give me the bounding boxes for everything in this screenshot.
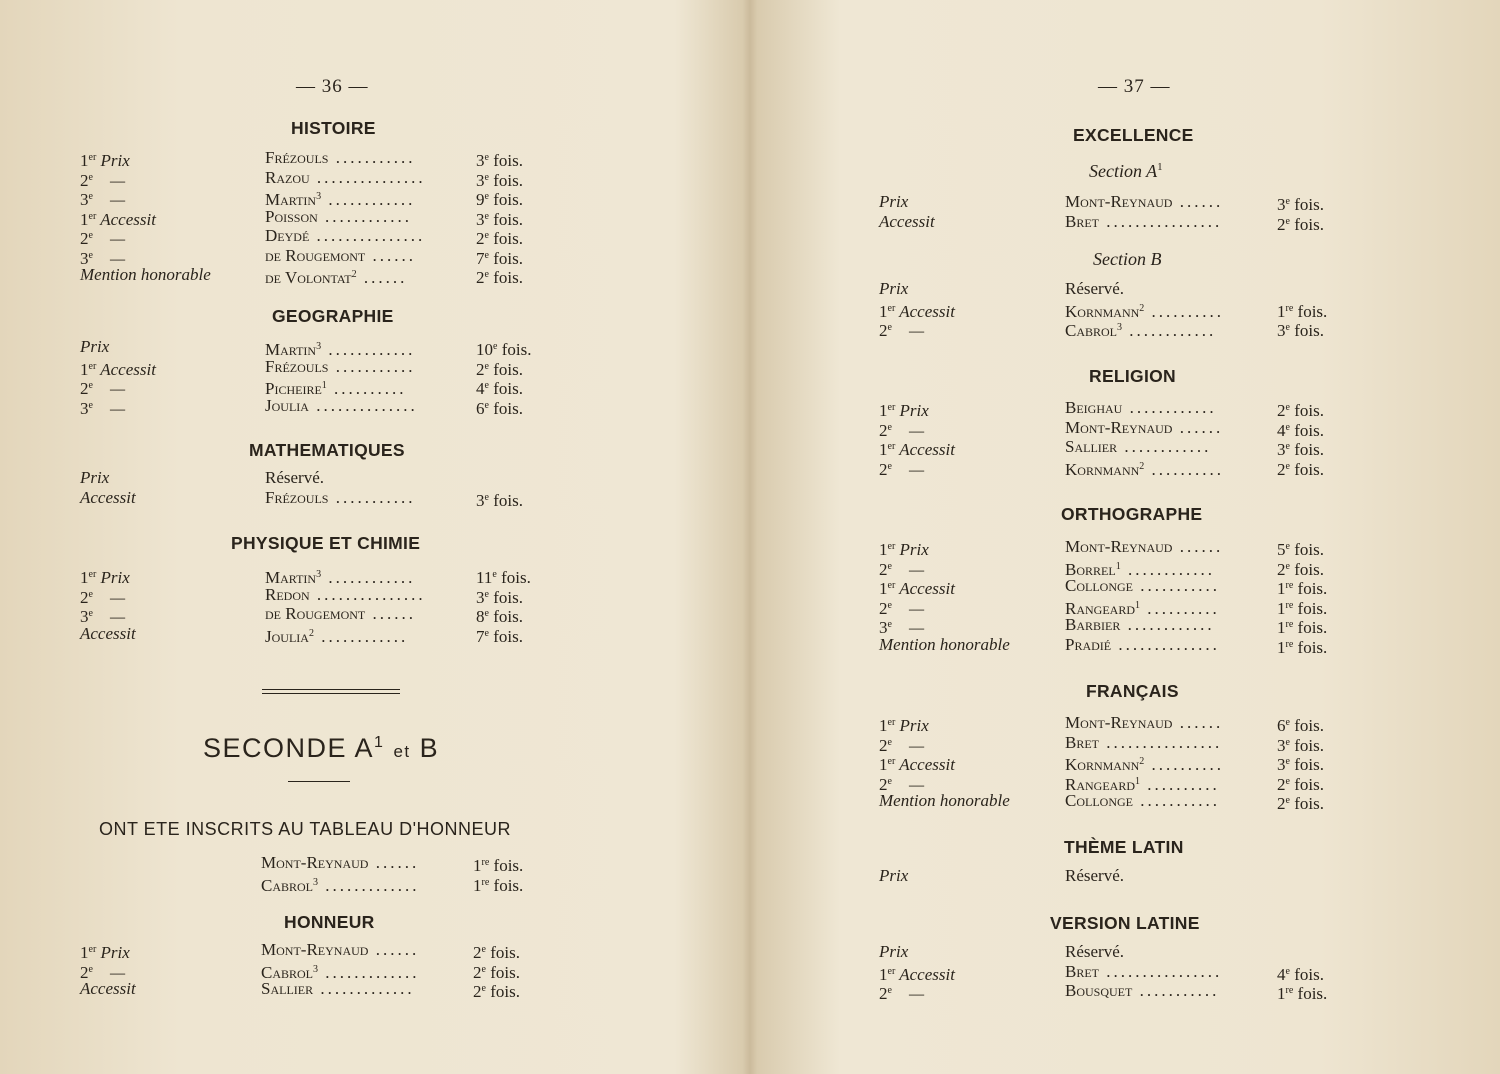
times-count: 4e fois.	[476, 379, 523, 398]
section-title: EXCELLENCE	[1073, 125, 1194, 145]
rank-label: 1er Prix	[80, 568, 130, 587]
subsection-title: Section B	[1093, 249, 1162, 269]
times-count: 1re fois.	[473, 856, 524, 875]
student-name: Rangeard$^1$ ..........	[1065, 598, 1220, 618]
times-count: 4e fois.	[1277, 964, 1324, 984]
entry-row	[879, 791, 1357, 811]
student-name: Kornmann$^2$ ..........	[1065, 459, 1225, 479]
times-count: 2e fois.	[1277, 459, 1324, 479]
rank-label: 2e —	[879, 321, 925, 340]
student-name: Kornmann$^2$ ..........	[1065, 301, 1225, 321]
rank-label: Mention honorable	[80, 265, 211, 284]
entry-row	[879, 981, 1357, 1001]
entry-row	[80, 624, 556, 644]
student-name: Cabrol$^3$ .............	[261, 962, 420, 982]
times-count: 8e fois.	[476, 607, 523, 626]
entry-row	[80, 940, 553, 960]
section-title: VERSION LATINE	[1050, 913, 1200, 933]
student-name: Barbier ............	[1065, 615, 1215, 634]
times-count: 3e fois.	[1277, 195, 1324, 214]
times-count: 7e fois.	[476, 248, 523, 268]
entry-row	[80, 396, 556, 416]
student-name: Borrel$^1$ ............	[1065, 559, 1215, 579]
entry-row	[879, 457, 1357, 477]
student-name: de Volontat$^2$ ......	[265, 268, 408, 287]
section-title: FRANÇAIS	[1086, 681, 1179, 701]
right-page	[755, 0, 1500, 1074]
rank-label: 2e —	[879, 420, 925, 440]
rank-label: Mention honorable	[879, 791, 1010, 810]
times-count: 2e fois.	[476, 359, 523, 379]
rank-label: Prix	[80, 337, 110, 356]
section-title: THÈME LATIN	[1064, 837, 1184, 857]
rank-label: 1er Accessit	[879, 579, 955, 598]
student-name: Redon ...............	[265, 584, 426, 604]
entry-row	[879, 437, 1357, 457]
entry-row	[80, 873, 553, 893]
entry-row	[879, 635, 1357, 655]
entry-row	[879, 866, 1357, 886]
rank-label: 2e —	[879, 774, 925, 794]
rank-label: Prix	[879, 192, 909, 211]
entry-row	[80, 853, 553, 873]
entry-row	[80, 565, 556, 585]
rank-label: 1er Accessit	[879, 755, 955, 774]
rank-label: 1er Accessit	[879, 964, 955, 984]
student-name: Kornmann$^2$ ..........	[1065, 755, 1225, 774]
times-count: 2e fois.	[476, 229, 523, 248]
entry-row	[879, 772, 1357, 792]
times-count: 11e fois.	[476, 568, 531, 587]
times-count: 10e fois.	[476, 340, 532, 359]
entry-row	[879, 212, 1357, 232]
entry-row	[879, 299, 1357, 319]
times-count: 3e fois.	[1277, 440, 1324, 459]
entry-row	[80, 979, 553, 999]
student-name: Martin$^3$ ............	[265, 340, 416, 359]
left-page	[0, 0, 745, 1074]
student-name: Joulia ..............	[265, 395, 418, 415]
entry-row	[879, 398, 1357, 418]
times-count: 7e fois.	[476, 626, 523, 646]
student-name: Bret ................	[1065, 961, 1223, 981]
rank-label: Prix	[80, 468, 110, 487]
times-count: 3e fois.	[1277, 735, 1324, 755]
entry-row	[80, 168, 556, 188]
entry-row	[80, 960, 553, 980]
entry-row	[879, 752, 1357, 772]
times-count: 3e fois.	[476, 170, 523, 190]
rank-label: 1er Accessit	[879, 440, 955, 459]
entry-row	[80, 585, 556, 605]
entry-row	[80, 357, 556, 377]
entry-row	[80, 148, 556, 168]
entry-row	[879, 596, 1357, 616]
rank-label: 1er Accessit	[80, 359, 156, 379]
student-name: Collonge ...........	[1065, 791, 1220, 810]
student-name: Bret ................	[1065, 732, 1223, 752]
student-name: Frézouls ...........	[265, 487, 416, 507]
rank-label: Accessit	[879, 211, 935, 231]
student-name: Bret ................	[1065, 211, 1223, 231]
class-title: SECONDE $A^1$ et B	[203, 733, 440, 763]
times-count: 3e fois.	[1277, 321, 1324, 340]
times-count: 3e fois.	[476, 209, 523, 229]
student-name: Mont-Reynaud ......	[1065, 192, 1224, 211]
times-count: 2e fois.	[473, 982, 520, 1001]
entry-row	[80, 604, 556, 624]
student-name: Rangeard$^1$ ..........	[1065, 774, 1220, 794]
student-name: Réservé.	[1065, 279, 1125, 298]
times-count: 3e fois.	[1277, 755, 1324, 774]
times-count: 2e fois.	[1277, 559, 1324, 579]
rank-label: 2e —	[80, 170, 126, 190]
student-name: Deydé ...............	[265, 226, 426, 245]
rank-label: 2e —	[879, 459, 925, 479]
times-count: 9e fois.	[476, 190, 523, 209]
section-title: HISTOIRE	[291, 118, 376, 138]
times-count: 2e fois.	[473, 943, 520, 962]
rank-label: 2e —	[80, 962, 126, 982]
rank-label: 2e —	[879, 735, 925, 755]
student-name: Razou ...............	[265, 167, 426, 187]
student-name: Mont-Reynaud ......	[261, 853, 420, 872]
student-name: de Rougemont ......	[265, 245, 416, 265]
student-name: Cabrol$^3$ .............	[261, 875, 420, 895]
student-name: Mont-Reynaud ......	[1065, 713, 1224, 732]
student-name: Réservé.	[265, 468, 325, 487]
divider-rule	[262, 689, 400, 690]
rank-label: Accessit	[80, 623, 136, 643]
rank-label: 3e —	[80, 248, 126, 268]
rank-label: Accessit	[80, 487, 136, 507]
times-count: 1re fois.	[1277, 301, 1328, 321]
student-name: Picheire$^1$ ..........	[265, 379, 407, 398]
rank-label: 2e —	[80, 379, 126, 398]
times-count: 4e fois.	[1277, 420, 1324, 440]
times-count: 6e fois.	[476, 398, 523, 418]
rank-label: Mention honorable	[879, 634, 1010, 654]
entry-row	[879, 279, 1357, 299]
page-number: — 37 —	[1098, 76, 1171, 97]
entry-row	[80, 488, 556, 508]
entry-row	[80, 337, 556, 357]
rank-label: Prix	[879, 866, 909, 885]
student-name: Frézouls ...........	[265, 148, 416, 167]
times-count: 6e fois.	[1277, 716, 1324, 735]
subsection-title: Section $A^1$	[1089, 161, 1163, 181]
times-count: 2e fois.	[1277, 774, 1324, 794]
entry-row	[879, 318, 1357, 338]
page-number: — 36 —	[296, 76, 369, 97]
times-count: 3e fois.	[476, 151, 523, 170]
times-count: 2e fois.	[1277, 794, 1324, 813]
times-count: 1re fois.	[1277, 598, 1328, 618]
times-count: 3e fois.	[476, 587, 523, 607]
rank-label: 1er Prix	[879, 716, 929, 735]
rank-label: 1er Prix	[879, 401, 929, 420]
entry-row	[879, 576, 1357, 596]
rank-label: 1er Accessit	[80, 209, 156, 229]
times-count: 1re fois.	[1277, 984, 1328, 1003]
student-name: Sallier .............	[261, 979, 415, 998]
section-title: PHYSIQUE ET CHIMIE	[231, 533, 421, 553]
student-name: Bousquet ...........	[1065, 981, 1220, 1000]
entry-row	[879, 615, 1357, 635]
student-name: Réservé.	[1065, 866, 1125, 885]
rank-label: 1er Prix	[80, 943, 130, 962]
entry-row	[879, 942, 1357, 962]
entry-row	[879, 962, 1357, 982]
divider-rule	[262, 693, 400, 694]
entry-row	[879, 713, 1357, 733]
entry-row	[80, 207, 556, 227]
entry-row	[879, 733, 1357, 753]
times-count: 2e fois.	[473, 962, 520, 982]
times-count: 1re fois.	[1277, 618, 1328, 637]
entry-row	[80, 226, 556, 246]
times-count: 2e fois.	[476, 268, 523, 287]
section-title: RELIGION	[1089, 366, 1176, 386]
student-name: Mont-Reynaud ......	[261, 940, 420, 959]
rank-label: Prix	[879, 942, 909, 961]
student-name: de Rougemont ......	[265, 604, 416, 623]
rank-label: 2e —	[879, 559, 925, 579]
student-name: Poisson ............	[265, 206, 413, 226]
entry-row	[879, 192, 1357, 212]
times-count: 3e fois.	[476, 490, 523, 510]
entry-row	[80, 187, 556, 207]
student-name: Collonge ...........	[1065, 576, 1220, 595]
rank-label: 2e —	[879, 598, 925, 618]
times-count: 1re fois.	[1277, 637, 1328, 657]
student-name: Mont-Reynaud ......	[1065, 537, 1224, 556]
student-name: Cabrol$^3$ ............	[1065, 321, 1217, 340]
times-count: 2e fois.	[1277, 214, 1324, 234]
times-count: 2e fois.	[1277, 401, 1324, 420]
rank-label: 2e —	[80, 229, 126, 248]
student-name: Sallier ............	[1065, 437, 1212, 456]
rank-label: Prix	[879, 279, 909, 298]
student-name: Martin$^3$ ............	[265, 568, 416, 587]
times-count: 1re fois.	[1277, 579, 1328, 598]
section-title: HONNEUR	[284, 912, 375, 932]
rank-label: 1er Prix	[80, 151, 130, 170]
rank-label: 3e —	[80, 190, 126, 209]
entry-row	[80, 468, 556, 488]
rank-label: 2e —	[879, 984, 925, 1003]
rank-label: Accessit	[80, 979, 136, 998]
student-name: Martin$^3$ ............	[265, 190, 416, 209]
entry-row	[80, 246, 556, 266]
entry-row	[80, 376, 556, 396]
times-count: 5e fois.	[1277, 540, 1324, 559]
section-title: MATHEMATIQUES	[249, 440, 405, 460]
student-name: Pradié ..............	[1065, 634, 1220, 654]
section-title: ORTHOGRAPHE	[1061, 504, 1203, 524]
rank-label: 1er Accessit	[879, 301, 955, 321]
honor-heading: ONT ETE INSCRITS AU TABLEAU D'HONNEUR	[99, 819, 512, 839]
rank-label: 1er Prix	[879, 540, 929, 559]
rank-label: 3e —	[80, 607, 126, 626]
rank-label: 3e —	[80, 398, 126, 418]
entry-row	[879, 418, 1357, 438]
entry-row	[80, 265, 556, 285]
times-count: 1re fois.	[473, 875, 524, 895]
student-name: Mont-Reynaud ......	[1065, 417, 1224, 437]
student-name: Joulia$^2$ ............	[265, 626, 409, 646]
student-name: Beighau ............	[1065, 398, 1217, 417]
rank-label: 3e —	[879, 618, 925, 637]
student-name: Frézouls ...........	[265, 356, 416, 376]
student-name: Réservé.	[1065, 942, 1125, 961]
short-rule	[288, 781, 350, 782]
rank-label: 2e —	[80, 587, 126, 607]
entry-row	[879, 557, 1357, 577]
section-title: GEOGRAPHIE	[272, 306, 394, 326]
entry-row	[879, 537, 1357, 557]
